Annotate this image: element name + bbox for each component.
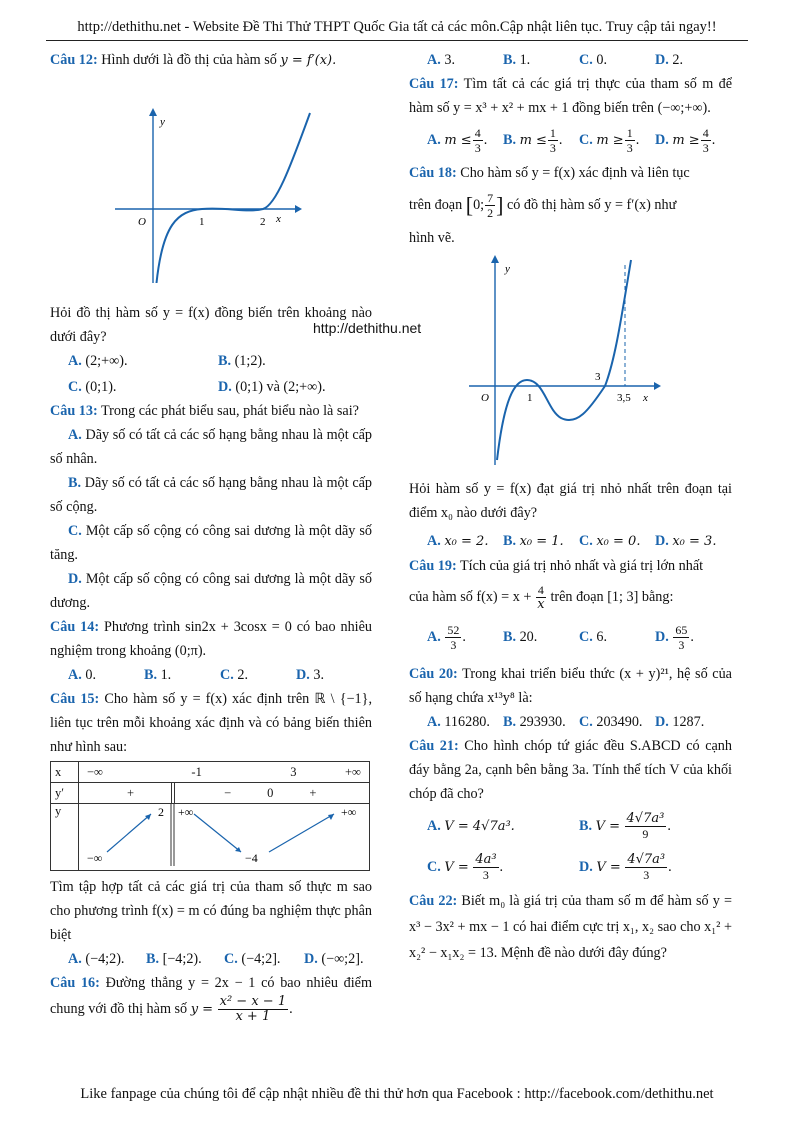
- q21-opt-b-key: B.: [579, 817, 593, 834]
- q15-x-val-1: −∞: [87, 764, 103, 779]
- q17-opt-d-den: 3: [702, 141, 709, 156]
- q19-opt-a-key: A.: [427, 628, 441, 645]
- q19-opt-c: 6.: [596, 628, 607, 645]
- q13-label: Câu 13:: [50, 403, 98, 419]
- q19-opt-a-den: 3: [450, 637, 457, 652]
- q18-derivative-graph: [409, 250, 729, 465]
- q18-curve: [497, 260, 631, 460]
- q18-text3: hình vẽ.: [409, 229, 455, 246]
- q17-options: A. m ≤ $\frac{4}{3}$ . B. m ≤ $\frac{1}{3}$ . C. m ≥ $\frac{1}{3}$ . D. m ≥ $\frac{4}{3}$ .: [427, 126, 716, 156]
- q15-sign-1: +: [127, 785, 135, 800]
- q18-question: Hỏi hàm số y = f(x) đạt giá trị nhỏ nhất trên đoạn tại điểm x₀ nào dưới đây?: [409, 480, 732, 521]
- q15-y-label: y: [51, 804, 79, 871]
- q12-y-arrow: [149, 108, 157, 116]
- q20-opt-c: 203490.: [596, 713, 643, 730]
- q18-label: Câu 18:: [409, 165, 457, 181]
- q17-opt-d-key: D.: [655, 132, 669, 148]
- q12-origin-label: O: [138, 216, 146, 228]
- q21-opt-c-key: C.: [427, 858, 441, 875]
- q14-options: [50, 663, 372, 687]
- q16-opt-d-key: D.: [655, 52, 669, 68]
- q15-row-x: [51, 762, 370, 783]
- q13-opt-a: Dãy số có tất cả các số hạng bằng nhau là một cấp số nhân.: [50, 427, 373, 467]
- q21-opt-c-num: 4a³: [475, 851, 497, 867]
- question-17: [409, 72, 732, 120]
- q17-opt-b-den: 3: [549, 141, 556, 156]
- q17-opt-d-pre: m ≥: [672, 133, 700, 148]
- q15-sign-3: 0: [267, 785, 274, 800]
- q18-opt-d: x₀ = 3.: [672, 533, 717, 549]
- q16-opt-b: 1.: [519, 52, 531, 68]
- q19-opt-b: 20.: [519, 628, 538, 645]
- q20-opt-c-key: C.: [579, 713, 593, 730]
- q18-y-label: y: [505, 262, 510, 275]
- q15-sign-4: +: [309, 785, 317, 800]
- q12-opt-d: (0;1) và (2;+∞).: [235, 379, 326, 395]
- q15-y-neg-inf: −∞: [87, 851, 103, 865]
- q14-opt-d: 3.: [313, 667, 324, 683]
- q15-opt-c-key: C.: [224, 951, 238, 967]
- q14-text: Phương trình sin2x + 3cosx = 0 có bao nhiêu nghiệm trong khoảng (0;π).: [50, 619, 373, 659]
- q15-opt-b: [−4;2).: [162, 951, 202, 967]
- q15-opt-c: (−4;2].: [241, 951, 281, 967]
- q12-options-2: [50, 375, 372, 399]
- q15-y-2: 2: [158, 805, 164, 819]
- q21-opt-b-num: 4√7a³: [626, 810, 665, 826]
- q19-text2-post: trên đoạn [1; 3] bằng:: [550, 588, 674, 605]
- q19-text2-row: [409, 578, 732, 616]
- q13-opt-d-key: D.: [68, 571, 82, 587]
- q16-func-lhs: y =: [190, 1001, 214, 1017]
- q14-opt-d-key: D.: [296, 667, 310, 683]
- q18-options: [409, 529, 732, 554]
- q15-x-val-4: +∞: [345, 764, 361, 779]
- q15-x-label: x: [51, 762, 79, 783]
- q13-text: Trong các phát biểu sau, phát biểu nào là sai?: [101, 403, 359, 419]
- left-column: [50, 48, 372, 1024]
- q15-yp-label: y′: [51, 783, 79, 804]
- question-20: [409, 662, 732, 710]
- q12-y-label: y: [160, 116, 165, 128]
- q15-arrow-1: [107, 814, 151, 852]
- q21-opt-a-key: A.: [427, 817, 441, 834]
- q16-func-num: x² − x − 1: [219, 994, 287, 1009]
- q19-frac-num: 4: [537, 582, 544, 597]
- q18-y-arrow: [491, 255, 499, 263]
- q16-func-den: x + 1: [235, 1009, 271, 1024]
- q17-opt-a-den: 3: [474, 141, 481, 156]
- q15-row-y: [51, 804, 370, 871]
- q18-x-arrow: [654, 382, 661, 390]
- q17-opt-b-pre: m ≤: [519, 133, 547, 148]
- q21-label: Câu 21:: [409, 737, 459, 754]
- q17-opt-a-num: 4: [474, 126, 481, 141]
- q12-x-label: x: [276, 213, 281, 225]
- q15-opt-a: (−4;2).: [85, 951, 125, 967]
- q20-opt-a-key: A.: [427, 713, 441, 730]
- q14-opt-b-key: B.: [144, 667, 158, 683]
- q15-opt-a-key: A.: [68, 951, 82, 967]
- q16-opt-a-key: A.: [427, 52, 441, 68]
- q17-opt-c-pre: m ≥: [596, 133, 624, 148]
- q18-opt-a-key: A.: [427, 532, 441, 549]
- q21-opt-b-pre: V =: [595, 818, 620, 834]
- q19-text2-pre: của hàm số f(x) = x +: [409, 588, 532, 605]
- q16-label: Câu 16:: [50, 975, 100, 991]
- q15-x-val-3: 3: [290, 764, 297, 779]
- q16-opt-d: 2.: [672, 52, 683, 68]
- q17-opt-c-den: 3: [626, 141, 633, 156]
- q20-opt-d-key: D.: [655, 713, 669, 730]
- q16-func-end: .: [289, 1000, 293, 1017]
- q21-options-1: A. V = 4√7a³. B. V = $\frac{\text{4√7a³}}{9}$ .: [427, 810, 671, 841]
- q12-opt-a-key: A.: [68, 353, 82, 369]
- q20-text: Trong khai triển biểu thức (x + y)²¹, hệ số của số hạng chứa x¹³y⁸ là:: [409, 665, 732, 706]
- q21-opt-d-pre: V =: [596, 859, 621, 875]
- q15-question: Tìm tập hợp tất cả các giá trị của tham số thực m sao cho phương trình f(x) = m có đúng ba nghiệm thực phân biệt: [50, 879, 372, 943]
- q12-x-arrow: [295, 205, 302, 213]
- q12-tick-1: 1: [199, 216, 205, 228]
- q18-tick-1: 1: [527, 391, 533, 404]
- q16-options: [409, 48, 732, 72]
- q14-opt-a-key: A.: [68, 667, 82, 683]
- q20-opt-a: 116280.: [444, 713, 490, 730]
- q21-text: Cho hình chóp tứ giác đều S.ABCD có cạnh đáy bằng 2a, cạnh bên bằng 3a. Tính thể tích V của khối chóp đã cho?: [409, 737, 732, 802]
- q13-opt-b-key: B.: [68, 475, 82, 491]
- q21-opt-c-den: 3: [482, 867, 489, 882]
- q21-opt-d-key: D.: [579, 858, 593, 875]
- q18-opt-c: x₀ = 0.: [596, 533, 641, 549]
- question-21: [409, 734, 732, 806]
- q20-opt-b: 293930.: [519, 713, 566, 730]
- q12-func: y = f′(x).: [280, 53, 337, 68]
- question-22: [409, 888, 732, 966]
- q15-opt-d: (−∞;2].: [321, 951, 364, 967]
- q19-label: Câu 19:: [409, 557, 457, 574]
- question-14: [50, 615, 372, 663]
- q14-opt-b: 1.: [160, 667, 172, 683]
- q15-text: Cho hàm số y = f(x) xác định trên ℝ \ {−1}, liên tục trên mỗi khoảng xác định và có bảng biến thiên như hình sau:: [50, 691, 372, 755]
- q12-curve: [156, 113, 310, 283]
- q16-opt-a: 3.: [444, 52, 455, 68]
- q15-arrow-2: [194, 814, 241, 852]
- q16-opt-b-key: B.: [503, 52, 517, 68]
- q19-frac-den: x: [537, 596, 545, 612]
- q13-opt-d-row: [50, 567, 372, 615]
- q12-question: Hỏi đồ thị hàm số y = f(x) đồng biến trên khoảng nào dưới đây?: [50, 305, 372, 345]
- q20-opt-d: 1287.: [672, 713, 705, 730]
- q17-opt-d-num: 4: [702, 126, 709, 141]
- q12-text: Hình dưới là đồ thị của hàm số: [101, 52, 277, 68]
- q13-opt-b: Dãy số có tất cả các số hạng bằng nhau là một cấp số cộng.: [50, 475, 373, 515]
- q12-opt-c: (0;1).: [85, 379, 117, 395]
- q12-derivative-graph: [50, 73, 370, 283]
- q15-x-values: [79, 762, 370, 783]
- q18-opt-a: x₀ = 2.: [444, 533, 489, 549]
- q18-tick-3: 3: [595, 370, 601, 383]
- q15-y-inf-1: +∞: [178, 805, 194, 819]
- q18-text2-post: có đồ thị hàm số y = f′(x) như: [506, 197, 677, 213]
- q15-opt-d-key: D.: [304, 951, 318, 967]
- q15-y-neg-4: −4: [245, 851, 258, 865]
- q17-label: Câu 17:: [409, 76, 459, 92]
- q12-opt-b: (1;2).: [234, 353, 266, 369]
- watermark: http://dethithu.net: [313, 320, 422, 336]
- q14-opt-a: 0.: [85, 667, 96, 683]
- q13-opt-b-row: [50, 471, 372, 519]
- q15-y-cell: [79, 804, 370, 871]
- q12-opt-d-key: D.: [218, 379, 232, 395]
- q12-opt-c-key: C.: [68, 379, 82, 395]
- q18-origin-label: O: [481, 391, 489, 404]
- q20-options: [409, 710, 732, 734]
- q12-label: Câu 12:: [50, 52, 98, 68]
- page-header: http://dethithu.net - Website Đề Thi Thử THPT Quốc Gia tất cả các môn.Cập nhật liên tục. Truy cập tải ngay!!: [77, 19, 717, 35]
- q14-label: Câu 14:: [50, 619, 100, 635]
- q21-options-2: C. V = $\frac{\text{4a³}}{3}$ . D. V = $\frac{\text{4√7a³}}{3}$ .: [427, 851, 672, 882]
- q21-opt-b-den: 9: [642, 826, 649, 841]
- q16-func-frac: [218, 995, 288, 1024]
- q13-opt-c-row: [50, 519, 372, 567]
- q18-interval-num: 7: [487, 191, 494, 206]
- right-column: [409, 48, 732, 966]
- q19-opt-b-key: B.: [503, 628, 517, 645]
- q14-opt-c: 2.: [237, 667, 248, 683]
- question-18: [409, 161, 732, 185]
- q12-options: [50, 349, 372, 373]
- header-divider: [46, 40, 748, 41]
- q16-opt-c: 0.: [596, 52, 607, 68]
- q17-opt-c-key: C.: [579, 132, 593, 148]
- q19-opt-d-key: D.: [655, 628, 669, 645]
- q18-opt-b: x₀ = 1.: [519, 533, 564, 549]
- q15-arrow-3: [269, 814, 334, 852]
- q18-interval-den: 2: [487, 206, 494, 221]
- q21-opt-d-num: 4√7a³: [627, 851, 666, 867]
- q18-x-label: x: [643, 391, 648, 404]
- q19-opt-d-den: 3: [678, 637, 685, 652]
- q18-text2-pre: trên đoạn: [409, 197, 463, 213]
- q13-opt-a-key: A.: [68, 427, 82, 443]
- q22-text: Biết m₀ là giá trị của tham số m để hàm số y = x³ − 3x² + mx − 1 có hai điểm cực trị x₁, x₂ sao cho x₁² + x₂² − x₁x₂ = 13. Mệnh đề nào dưới đây đúng?: [409, 892, 732, 961]
- q19-opt-d-num: 65: [675, 622, 688, 637]
- q19-opt-c-key: C.: [579, 628, 593, 645]
- q19-options: A. $\frac{52}{3}$ . B. 20. C. 6. D. $\frac{65}{3}$ .: [427, 622, 694, 652]
- q15-y-inf-2: +∞: [341, 805, 357, 819]
- q19-opt-a-num: 52: [447, 622, 460, 637]
- question-13: [50, 399, 372, 423]
- q21-opt-c-pre: V =: [444, 859, 469, 875]
- page-footer: Like fanpage của chúng tôi để cập nhật nhiều đề thi thử hơn qua Facebook : http://facebook.com/dethithu.net: [80, 1086, 714, 1102]
- q17-text: Tìm tất cả các giá trị thực của tham số m để hàm số y = x³ + x² + mx + 1 đồng biến trên (−∞;+∞).: [409, 76, 732, 116]
- q18-opt-c-key: C.: [579, 532, 593, 549]
- question-19: [409, 554, 732, 578]
- q21-opt-a: V = 4√7a³.: [444, 818, 515, 834]
- q18-text: Cho hàm số y = f(x) xác định và liên tục: [460, 165, 690, 181]
- q18-tick-35: 3,5: [617, 391, 631, 404]
- q15-signs: [79, 783, 370, 804]
- question-15: [50, 687, 372, 759]
- q15-options: [50, 947, 372, 971]
- q22-label: Câu 22:: [409, 892, 458, 909]
- q12-opt-a: (2;+∞).: [85, 353, 128, 369]
- q18-interval-left: 0;: [473, 197, 485, 213]
- q21-opt-d-den: 3: [643, 867, 650, 882]
- q15-x-val-2: -1: [191, 764, 202, 779]
- q15-label: Câu 15:: [50, 691, 100, 707]
- q20-opt-b-key: B.: [503, 713, 517, 730]
- q17-opt-a-key: A.: [427, 132, 441, 148]
- q15-variation-table: [50, 761, 370, 871]
- question-16: [50, 971, 372, 1024]
- q19-text: Tích của giá trị nhỏ nhất và giá trị lớn nhất: [460, 557, 704, 574]
- q15-row-yp: [51, 783, 370, 804]
- q13-opt-a-row: [50, 423, 372, 471]
- question-12: [50, 48, 372, 73]
- q12-tick-2: 2: [260, 216, 266, 228]
- q18-opt-b-key: B.: [503, 532, 517, 549]
- q13-opt-d: Một cấp số cộng có công sai dương là một dãy số dương.: [50, 571, 372, 611]
- q17-opt-b-key: B.: [503, 132, 517, 148]
- q17-opt-a-pre: m ≤: [444, 133, 472, 148]
- q15-opt-b-key: B.: [146, 951, 160, 967]
- q16-opt-c-key: C.: [579, 52, 593, 68]
- q15-y-variation: [79, 804, 369, 866]
- q18-text2-row: trên đoạn [0; $\frac{7}{2}$ ] có đồ thị hàm số y = f′(x) như: [409, 191, 677, 221]
- q17-opt-b-num: 1: [549, 126, 556, 141]
- q17-opt-c-num: 1: [626, 126, 633, 141]
- q15-sign-2: −: [224, 785, 232, 800]
- q20-label: Câu 20:: [409, 665, 458, 682]
- q14-opt-c-key: C.: [220, 667, 234, 683]
- q18-opt-d-key: D.: [655, 532, 669, 549]
- q16-text: Đường thẳng y = 2x − 1 có bao nhiêu điểm chung với đồ thị hàm số: [50, 975, 372, 1017]
- q13-opt-c-key: C.: [68, 523, 82, 539]
- q12-opt-b-key: B.: [218, 353, 232, 369]
- q13-opt-c: Một cấp số cộng có công sai dương là một dãy số tăng.: [50, 523, 372, 563]
